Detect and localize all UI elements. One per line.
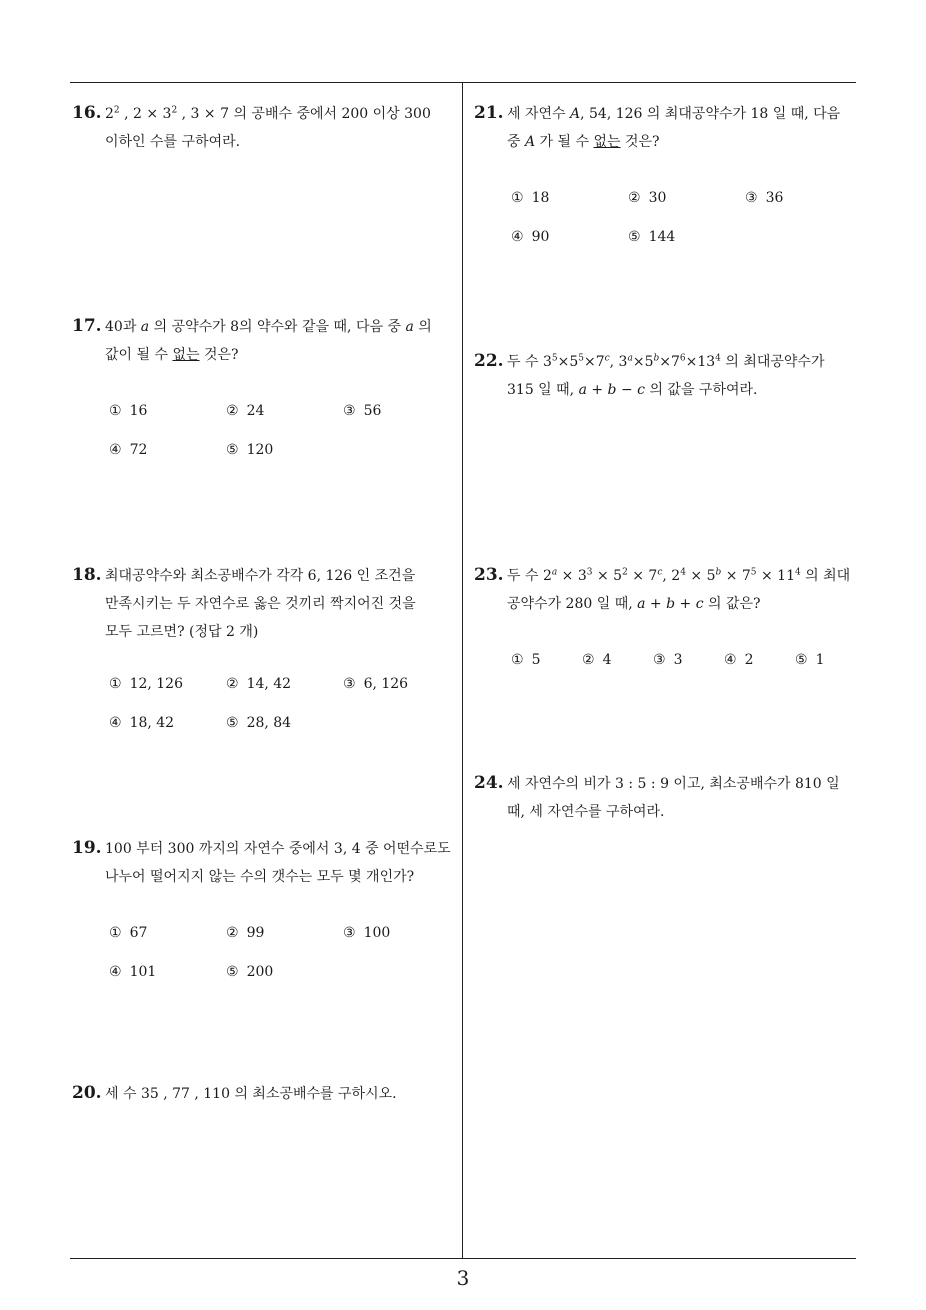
option-1[interactable]: ① 12, 126	[109, 675, 183, 692]
question-number: 19.	[72, 838, 102, 858]
question-number: 18.	[72, 565, 102, 585]
question-number: 21.	[474, 103, 504, 123]
option-4[interactable]: ④ 101	[109, 963, 157, 980]
question-19	[72, 835, 454, 991]
option-2[interactable]: ② 24	[226, 402, 265, 419]
option-2[interactable]: ② 4	[582, 651, 612, 668]
option-2[interactable]: ② 99	[226, 924, 265, 941]
question-number: 22.	[474, 351, 504, 371]
question-22	[474, 348, 856, 404]
question-text: 100 부터 300 까지의 자연수 중에서 3, 4 중 어떤수로도 나누어 떨어지지 않는 수의 갯수는 모두 몇 개인가?	[105, 841, 451, 885]
option-5[interactable]: ⑤ 120	[226, 441, 274, 458]
option-5[interactable]: ⑤ 28, 84	[226, 714, 292, 731]
question-23	[474, 562, 856, 679]
option-3[interactable]: ③ 6, 126	[343, 675, 409, 692]
option-2[interactable]: ② 30	[628, 189, 667, 206]
page-number: 3	[456, 1266, 470, 1290]
answer-options	[511, 640, 856, 679]
option-3[interactable]: ③ 100	[343, 924, 391, 941]
question-21	[474, 100, 856, 256]
option-5[interactable]: ⑤ 200	[226, 963, 274, 980]
option-4[interactable]: ④ 72	[109, 441, 148, 458]
answer-options	[109, 664, 454, 742]
answer-options	[109, 391, 454, 469]
question-text: 두 수 $3^5\times 5^5\times 7^c$, $3^a\times 5^b\times 7^6\times 13^4$ 의 최대공약수가 315 일 때, a + b − c 의 값을 구하여라.	[507, 353, 825, 398]
option-4[interactable]: ④ 2	[724, 651, 754, 668]
question-number: 20.	[72, 1083, 102, 1103]
option-1[interactable]: ① 18	[511, 189, 550, 206]
question-number: 17.	[72, 316, 102, 336]
question-text: 세 자연수 A, 54, 126 의 최대공약수가 18 일 때, 다음 중 A 가 될 수 없는 것은?	[507, 106, 841, 150]
option-2[interactable]: ② 14, 42	[226, 675, 292, 692]
question-16	[72, 100, 454, 156]
option-4[interactable]: ④ 90	[511, 228, 550, 245]
question-text: 최대공약수와 최소공배수가 각각 6, 126 인 조건을 만족시키는 두 자연수로 옳은 것끼리 짝지어진 것을 모두 고르면? (정답 2 개)	[105, 568, 416, 640]
option-5[interactable]: ⑤ 1	[795, 651, 825, 668]
bottom-rule	[70, 1258, 856, 1259]
option-1[interactable]: ① 5	[511, 651, 541, 668]
question-text: $2^2$ , $2 \times 3^2$ , 3 × 7 의 공배수 중에서 200 이상 300 이하인 수를 구하여라.	[105, 105, 431, 150]
option-3[interactable]: ③ 56	[343, 402, 382, 419]
question-20	[72, 1080, 454, 1108]
question-number: 24.	[474, 773, 504, 793]
question-17	[72, 313, 454, 469]
top-rule	[70, 82, 856, 83]
option-5[interactable]: ⑤ 144	[628, 228, 676, 245]
question-24	[474, 770, 856, 826]
column-divider	[462, 82, 463, 1258]
question-text: 세 자연수의 비가 3 : 5 : 9 이고, 최소공배수가 810 일 때, 세 자연수를 구하여라.	[507, 776, 840, 820]
question-18	[72, 562, 454, 742]
option-1[interactable]: ① 16	[109, 402, 148, 419]
option-3[interactable]: ③ 36	[745, 189, 784, 206]
option-1[interactable]: ① 67	[109, 924, 148, 941]
option-4[interactable]: ④ 18, 42	[109, 714, 175, 731]
question-text: 두 수 $2^a \times 3^3 \times 5^2 \times 7^c$, $2^4 \times 5^b \times 7^5 \times 11^4$ 의 최대 공약수가 280 일 때, a + b + c 의 값은?	[507, 567, 851, 612]
option-3[interactable]: ③ 3	[653, 651, 683, 668]
question-text: 40과 a 의 공약수가 8의 약수와 같을 때, 다음 중 a 의 값이 될 수 없는 것은?	[105, 319, 432, 363]
answer-options	[109, 913, 454, 991]
question-number: 16.	[72, 103, 102, 123]
answer-options	[511, 178, 856, 256]
question-text: 세 수 35 , 77 , 110 의 최소공배수를 구하시오.	[105, 1086, 397, 1102]
question-number: 23.	[474, 565, 504, 585]
